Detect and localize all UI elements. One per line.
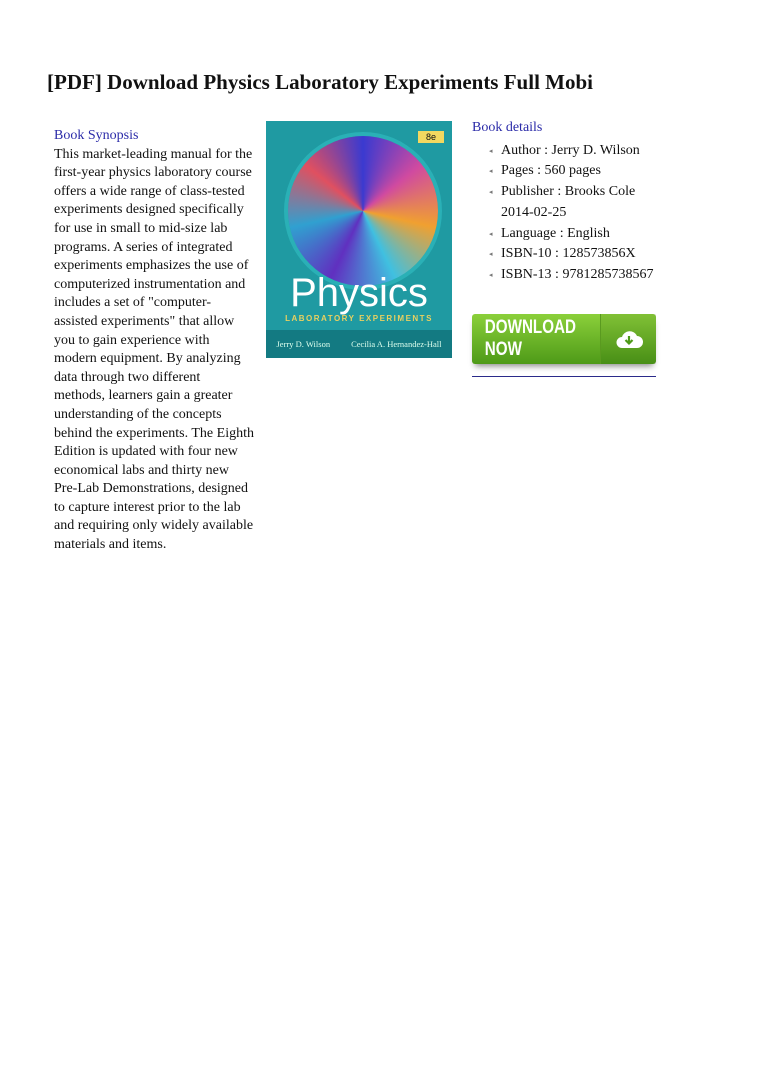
detail-item: ◂ ISBN-13 : 9781285738567 <box>472 265 662 286</box>
cover-edition: 8e <box>418 131 444 143</box>
cover-author: Jerry D. Wilson <box>276 339 331 349</box>
synopsis-text: This market-leading manual for the first-year physics laboratory course offers a wide range of class-tested experiments designed specifically for use in small to mid-size lab programs. A series of integrated experiments emphasizes the use of computerized instrumentation and includes a set of "computer-assisted experiments" that allow you to gain experience with modern equipment. By analyzing data through two different methods, learners gain a greater understanding of the concepts behind the experiments. The Eighth Edition is updated with four new economical labs and thirty new Pre-Lab Demonstrations, designed to capture interest prior to the lab and requiring only widely available materials and items. <box>54 146 254 553</box>
detail-item: ◂ ISBN-10 : 128573856X <box>472 244 662 265</box>
details-heading: Book details <box>472 120 543 135</box>
book-synopsis <box>54 127 254 555</box>
detail-item: ◂ Language : English <box>472 224 662 245</box>
download-now-button[interactable] <box>472 314 656 364</box>
book-details <box>472 118 662 286</box>
book-cover <box>266 121 452 358</box>
cloud-download-icon <box>600 314 656 364</box>
detail-item: ◂ Author : Jerry D. Wilson <box>472 141 662 162</box>
synopsis-heading: Book Synopsis <box>54 128 139 143</box>
detail-item: ◂ Publisher : Brooks Cole 2014-02-25 <box>472 182 662 223</box>
cover-subtitle: LABORATORY EXPERIMENTS <box>285 314 433 323</box>
cover-authors <box>266 330 452 358</box>
cover-art <box>288 136 438 286</box>
detail-item: ◂ Pages : 560 pages <box>472 161 662 182</box>
page-title: [PDF] Download Physics Laboratory Experiments Full Mobi <box>47 70 593 94</box>
cover-title: Physics <box>290 271 428 315</box>
cover-author: Cecilia A. Hernandez-Hall <box>351 339 442 349</box>
download-label: DOWNLOAD NOW <box>484 317 576 360</box>
divider <box>472 376 656 377</box>
